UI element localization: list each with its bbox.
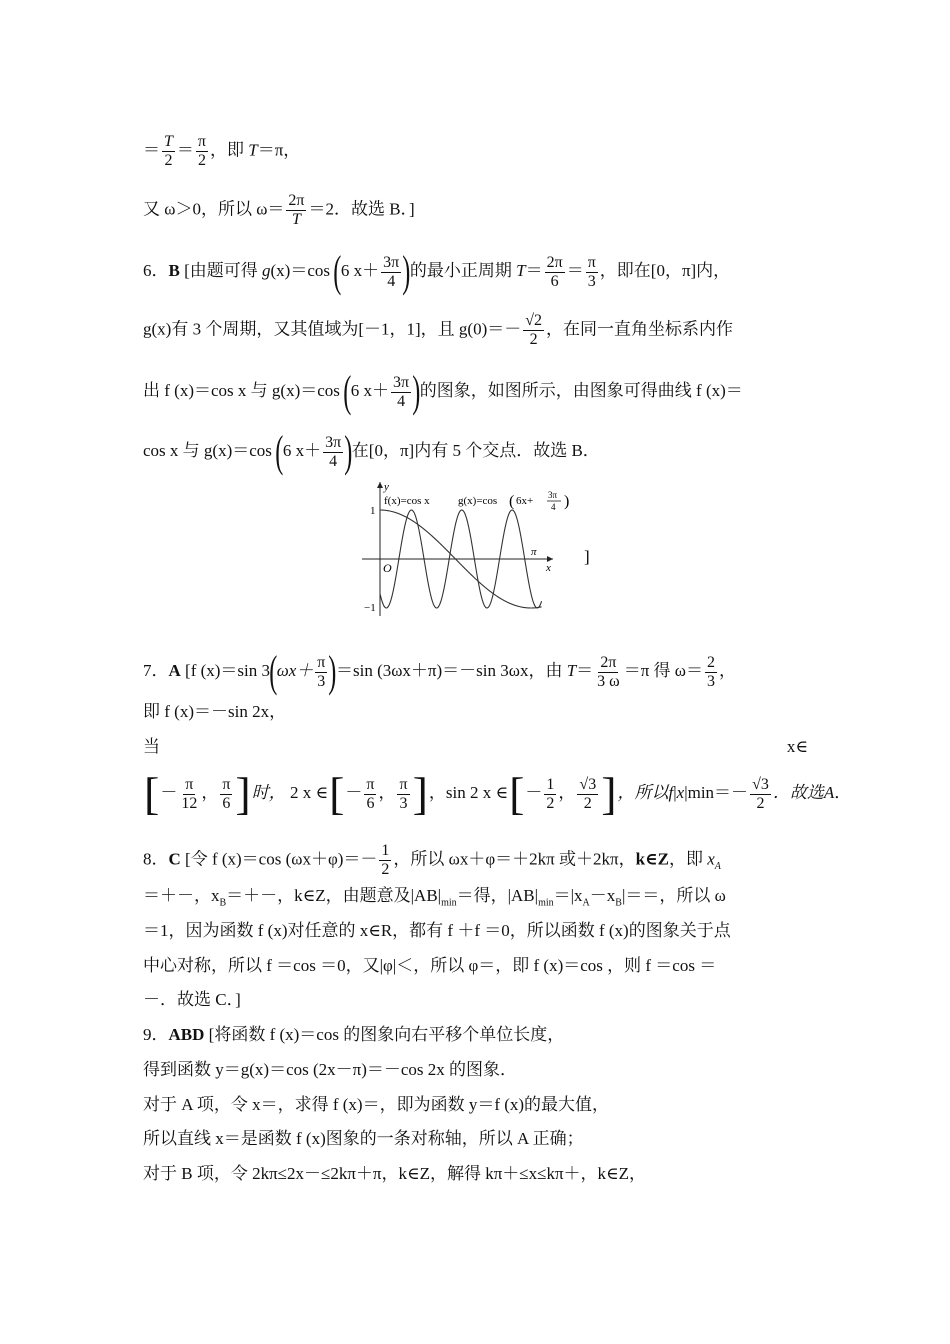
graph-figure [358, 478, 588, 620]
question-7-line-3: 当 x∈ [143, 737, 808, 756]
closing-bracket: ] [584, 547, 590, 566]
origin-label: O [383, 561, 392, 575]
g-frac-num: 3π [548, 490, 558, 500]
question-7-line-1: 7．A [f (x)＝sin 3(ωx＋ $\frac{\pi}{3}$ )＝sin (3ωx＋π)＝－sin 3ωx，由 T＝ $\frac{2\pi}{3 \omega}$ ＝π 得 ω＝ $\frac{2}{3}$ ， [143, 647, 736, 696]
question-6-line-3: 出 f (x)＝cos x 与 g(x)＝cos (6 x＋ $\frac{3\pi}{4}$ )的图象，如图所示，由图象可得曲线 f (x)＝ [143, 367, 743, 416]
question-8-line-5: －．故选 C．] [143, 990, 241, 1009]
question-9-line-4: 所以直线 x＝是函数 f (x)图象的一条对称轴，所以 A 正确； [143, 1129, 584, 1148]
pi-label: π [531, 546, 537, 558]
question-9-line-1: 9．ABD [将函数 f (x)＝cos 的图象向右平移个单位长度， [143, 1025, 565, 1044]
question-8-line-3: ＝1，因为函数 f (x)对任意的 x∈R，都有 f ＋f ＝0，所以函数 f (x)的图象关于点 [143, 921, 731, 940]
y-axis-arrow [377, 482, 383, 488]
x-label: x [546, 562, 551, 574]
y-label: y [384, 481, 389, 493]
g-curve-label: g(x)=cos [458, 495, 498, 507]
line-2: 又 ω＞0，所以 ω＝ $\frac{2\pi}{T}$ ＝2．故选 B．] [143, 192, 415, 228]
question-8-line-2: ＝＋－，$x_B=+-$，k∈Z，由题意及$|AB|_{min}=$得，$|AB|_{min}=|x_A-x_B|==$，所以 ω [143, 886, 726, 909]
question-8-line-4: 中心对称，所以 f ＝cos ＝0，又|φ|＜，所以 φ＝，即 f (x)＝cos ，则 f ＝cos ＝ [143, 956, 717, 975]
line-1: ＝ $\frac{T}{2}$ ＝ $\frac{\pi}{2}$ ，即 T＝π， [143, 133, 301, 169]
g-paren-right: ) [564, 493, 570, 510]
tick-neg-one: −1 [364, 602, 376, 614]
question-6-line-2: g(x)有 3 个周期，又其值域为[－1，1]，且 g(0)＝－ $\frac{√2}{2}$ ，在同一直角坐标系内作 [143, 312, 734, 348]
tick-one: 1 [370, 505, 376, 517]
question-7-line-4: [－ $\frac{\pi}{12}$ ， $\frac{\pi}{6}$ ]时， 2 x ∈[－ $\frac{\pi}{6}$ ， $\frac{\pi}{3}$ ]，sin 2 x ∈[－ $\frac{1}{2}$ ， $\frac{√3}{2}$ ]，所以f|x|min＝－ $\frac{√3}{2}$ ．故选A． [144, 768, 852, 819]
f-curve-label: f(x)=cos x [384, 495, 430, 507]
question-9-line-3: 对于 A 项，令 x＝，求得 f (x)＝，即为函数 y＝f (x)的最大值， [143, 1095, 610, 1114]
g-inner-label: 6x+ [516, 495, 534, 507]
question-6-line-1: 6．B [由题可得 g(x)＝cos (6 x＋ $\frac{3\pi}{4}$ )的最小正周期 T＝ $\frac{2\pi}{6}$ ＝ $\frac{\pi}{3}$ ，即在[0，π]内， [143, 247, 731, 296]
question-8-line-1: 8．C [令 f (x)＝cos (ωx＋φ)＝－ $\frac{1}{2}$ ，所以 ωx＋φ＝＋2kπ 或＋2kπ，k∈Z，即 $x_A$ [143, 842, 721, 878]
g-paren-left: ( [509, 493, 515, 510]
question-6-line-4: cos x 与 g(x)＝cos (6 x＋ $\frac{3\pi}{4}$ )在[0，π]内有 5 个交点．故选 B． [143, 427, 600, 476]
question-7-line-2: 即 f (x)＝－sin 2x， [143, 702, 287, 721]
question-9-line-5: 对于 B 项，令 2kπ≤2x－≤2kπ＋π，k∈Z，解得 kπ＋≤x≤kπ＋，k∈Z， [143, 1164, 647, 1183]
g-frac-den: 4 [551, 502, 556, 512]
question-9-line-2: 得到函数 y＝g(x)＝cos (2x－π)＝－cos 2x 的图象． [143, 1060, 518, 1079]
